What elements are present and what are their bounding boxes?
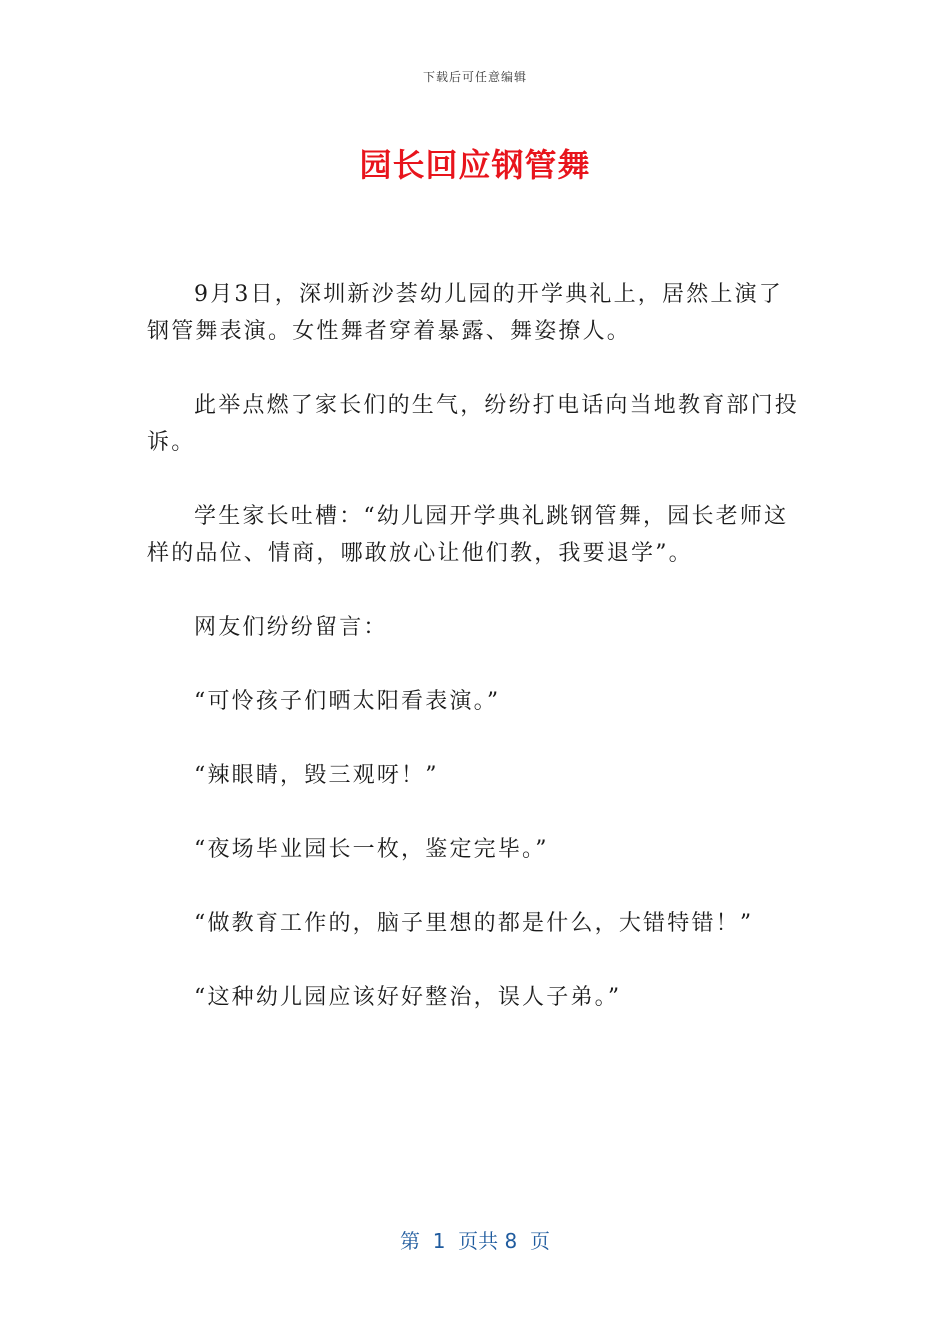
header-note: 下载后可任意编辑 [422, 70, 527, 84]
paragraph: 此举点燃了家长们的生气，纷纷打电话向当地教育部门投诉。 [147, 393, 800, 455]
quote-paragraph: “辣眼睛，毁三观呀！” [194, 763, 439, 788]
page-footer: 第 1 页共 8 页 [400, 1229, 550, 1253]
paragraph: 学生家长吐槽：“幼儿园开学典礼跳钢管舞，园长老师这样的品位、情商，哪敢放心让他们教，我要退学”。 [147, 504, 789, 566]
quote-paragraph: “夜场毕业园长一枚，鉴定完毕。” [194, 837, 549, 862]
quote-paragraph: “这种幼儿园应该好好整治，误人子弟。” [194, 985, 622, 1010]
document-body [147, 276, 807, 1053]
quote-paragraph: “可怜孩子们晒太阳看表演。” [194, 689, 501, 714]
quote-paragraph: “做教育工作的，脑子里想的都是什么，大错特错！” [194, 911, 754, 936]
document-title: 园长回应钢管舞 [359, 146, 591, 184]
paragraph: 9月3日，深圳新沙荟幼儿园的开学典礼上，居然上演了钢管舞表演。女性舞者穿着暴露、舞姿撩人。 [147, 282, 783, 344]
paragraph: 网友们纷纷留言： [194, 615, 388, 640]
